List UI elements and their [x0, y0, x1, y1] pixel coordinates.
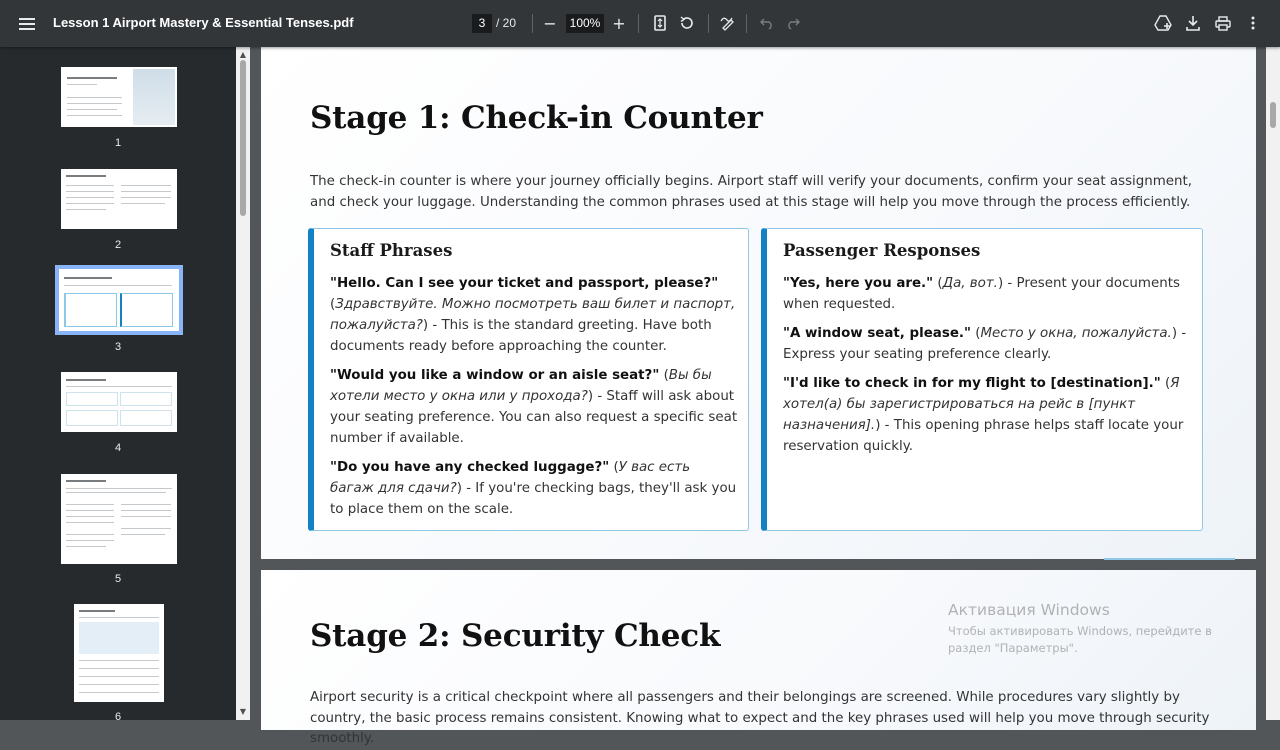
undo-icon[interactable]: [756, 12, 778, 34]
page-thumbnail-5[interactable]: [61, 474, 177, 564]
section-intro: Airport security is a critical checkpoint where all passengers and their belongings are screened. While procedures vary slightly by country, the basic process remains consistent. Knowing what to expect and the key phrases used will help you move through security smoothly.: [310, 690, 1210, 746]
watermark-subtitle: Чтобы активировать Windows, перейдите в раздел "Параметры".: [948, 624, 1212, 655]
page-number-input[interactable]: 3: [472, 14, 492, 33]
staff-phrases-card: [308, 228, 749, 531]
toolbar-divider: [708, 14, 709, 33]
scroll-down-arrow-icon[interactable]: ▼: [239, 707, 247, 716]
thumbnail-number: 1: [114, 137, 122, 149]
phrase-item: "Yes, here you are." (Да, вот.) - Present your documents when requested.: [783, 276, 1180, 312]
phrase-item: "Do you have any checked luggage?" (У вас есть багаж для сдачи?) - If you're checking bags, they'll ask you to place them on the scale.: [330, 460, 737, 517]
thumbnail-number: 6: [114, 711, 122, 723]
zoom-out-icon[interactable]: −: [543, 13, 557, 33]
menu-icon[interactable]: [15, 12, 39, 36]
phrase-item: "Would you like a window or an aisle seat?" (Вы бы хотели место у окна или у прохода?) - Staff will ask about your seating preference. You can also request a specific seat number if available.: [330, 368, 738, 446]
thumbnail-number: 4: [114, 442, 122, 454]
phrase-item: "I'd like to check in for my flight to [destination]." (Я хотел(а) бы зарегистрироваться на рейс в [пункт назначения].) - This opening phrase helps staff locate your reservation quickly.: [783, 376, 1184, 454]
page-thumbnail-4[interactable]: [61, 372, 177, 432]
page-thumbnail-1[interactable]: [61, 67, 177, 127]
windows-activation-watermark: [948, 601, 1238, 657]
page-accent-strip: [1104, 558, 1235, 560]
download-icon[interactable]: [1182, 12, 1204, 34]
print-icon[interactable]: [1212, 12, 1234, 34]
drive-save-icon[interactable]: [1152, 12, 1174, 34]
section-heading: Stage 2: Security Check: [310, 618, 721, 654]
watermark-title: Активация Windows: [948, 601, 1110, 619]
page-thumbnail-6[interactable]: [74, 604, 164, 702]
pdf-page-3: [261, 47, 1256, 559]
thumbnail-number: 3: [114, 341, 122, 353]
more-icon[interactable]: [1242, 12, 1264, 34]
document-scrollbar-thumb[interactable]: [1270, 102, 1276, 128]
thumbnail-sidebar: [0, 47, 236, 723]
scroll-up-arrow-icon[interactable]: ▲: [239, 50, 247, 59]
thumbnail-number: 2: [114, 239, 122, 251]
redo-icon[interactable]: [782, 12, 804, 34]
passenger-responses-card: [761, 228, 1203, 531]
thumbnail-number: 5: [114, 573, 122, 585]
toolbar-divider: [638, 14, 639, 33]
document-scrollbar[interactable]: [1266, 47, 1280, 720]
card-title: Staff Phrases: [330, 241, 453, 260]
card-title: Passenger Responses: [783, 241, 981, 260]
phrase-item: "Hello. Can I see your ticket and passport, please?" (Здравствуйте. Можно посмотреть ваш билет и паспорт, пожалуйста?) - This is the standard greeting. Have both documents ready before approaching the counter.: [330, 276, 736, 354]
rotate-icon[interactable]: [676, 12, 698, 34]
annotate-icon[interactable]: [717, 12, 739, 34]
pdf-toolbar: [0, 0, 1280, 47]
section-intro: The check-in counter is where your journey officially begins. Airport staff will verify your documents, confirm your seat assignment, and check your luggage. Understanding the common phrases used at this stage will help you move through the process efficiently.: [310, 174, 1193, 210]
page-total: / 20: [496, 16, 517, 30]
section-heading: Stage 1: Check-in Counter: [310, 100, 763, 136]
fit-page-icon[interactable]: [649, 12, 671, 34]
toolbar-divider: [746, 14, 747, 33]
zoom-in-icon[interactable]: +: [612, 13, 626, 33]
page-thumbnail-2[interactable]: [61, 169, 177, 229]
phrase-item: "A window seat, please." (Место у окна, пожалуйста.) - Express your seating preference clearly.: [783, 326, 1187, 362]
document-title: Lesson 1 Airport Mastery & Essential Tenses.pdf: [53, 15, 354, 30]
toolbar-divider: [532, 14, 533, 33]
sidebar-scrollbar-thumb[interactable]: [240, 60, 246, 216]
zoom-input[interactable]: 100%: [566, 14, 604, 33]
page-thumbnail-3[interactable]: [59, 269, 179, 331]
